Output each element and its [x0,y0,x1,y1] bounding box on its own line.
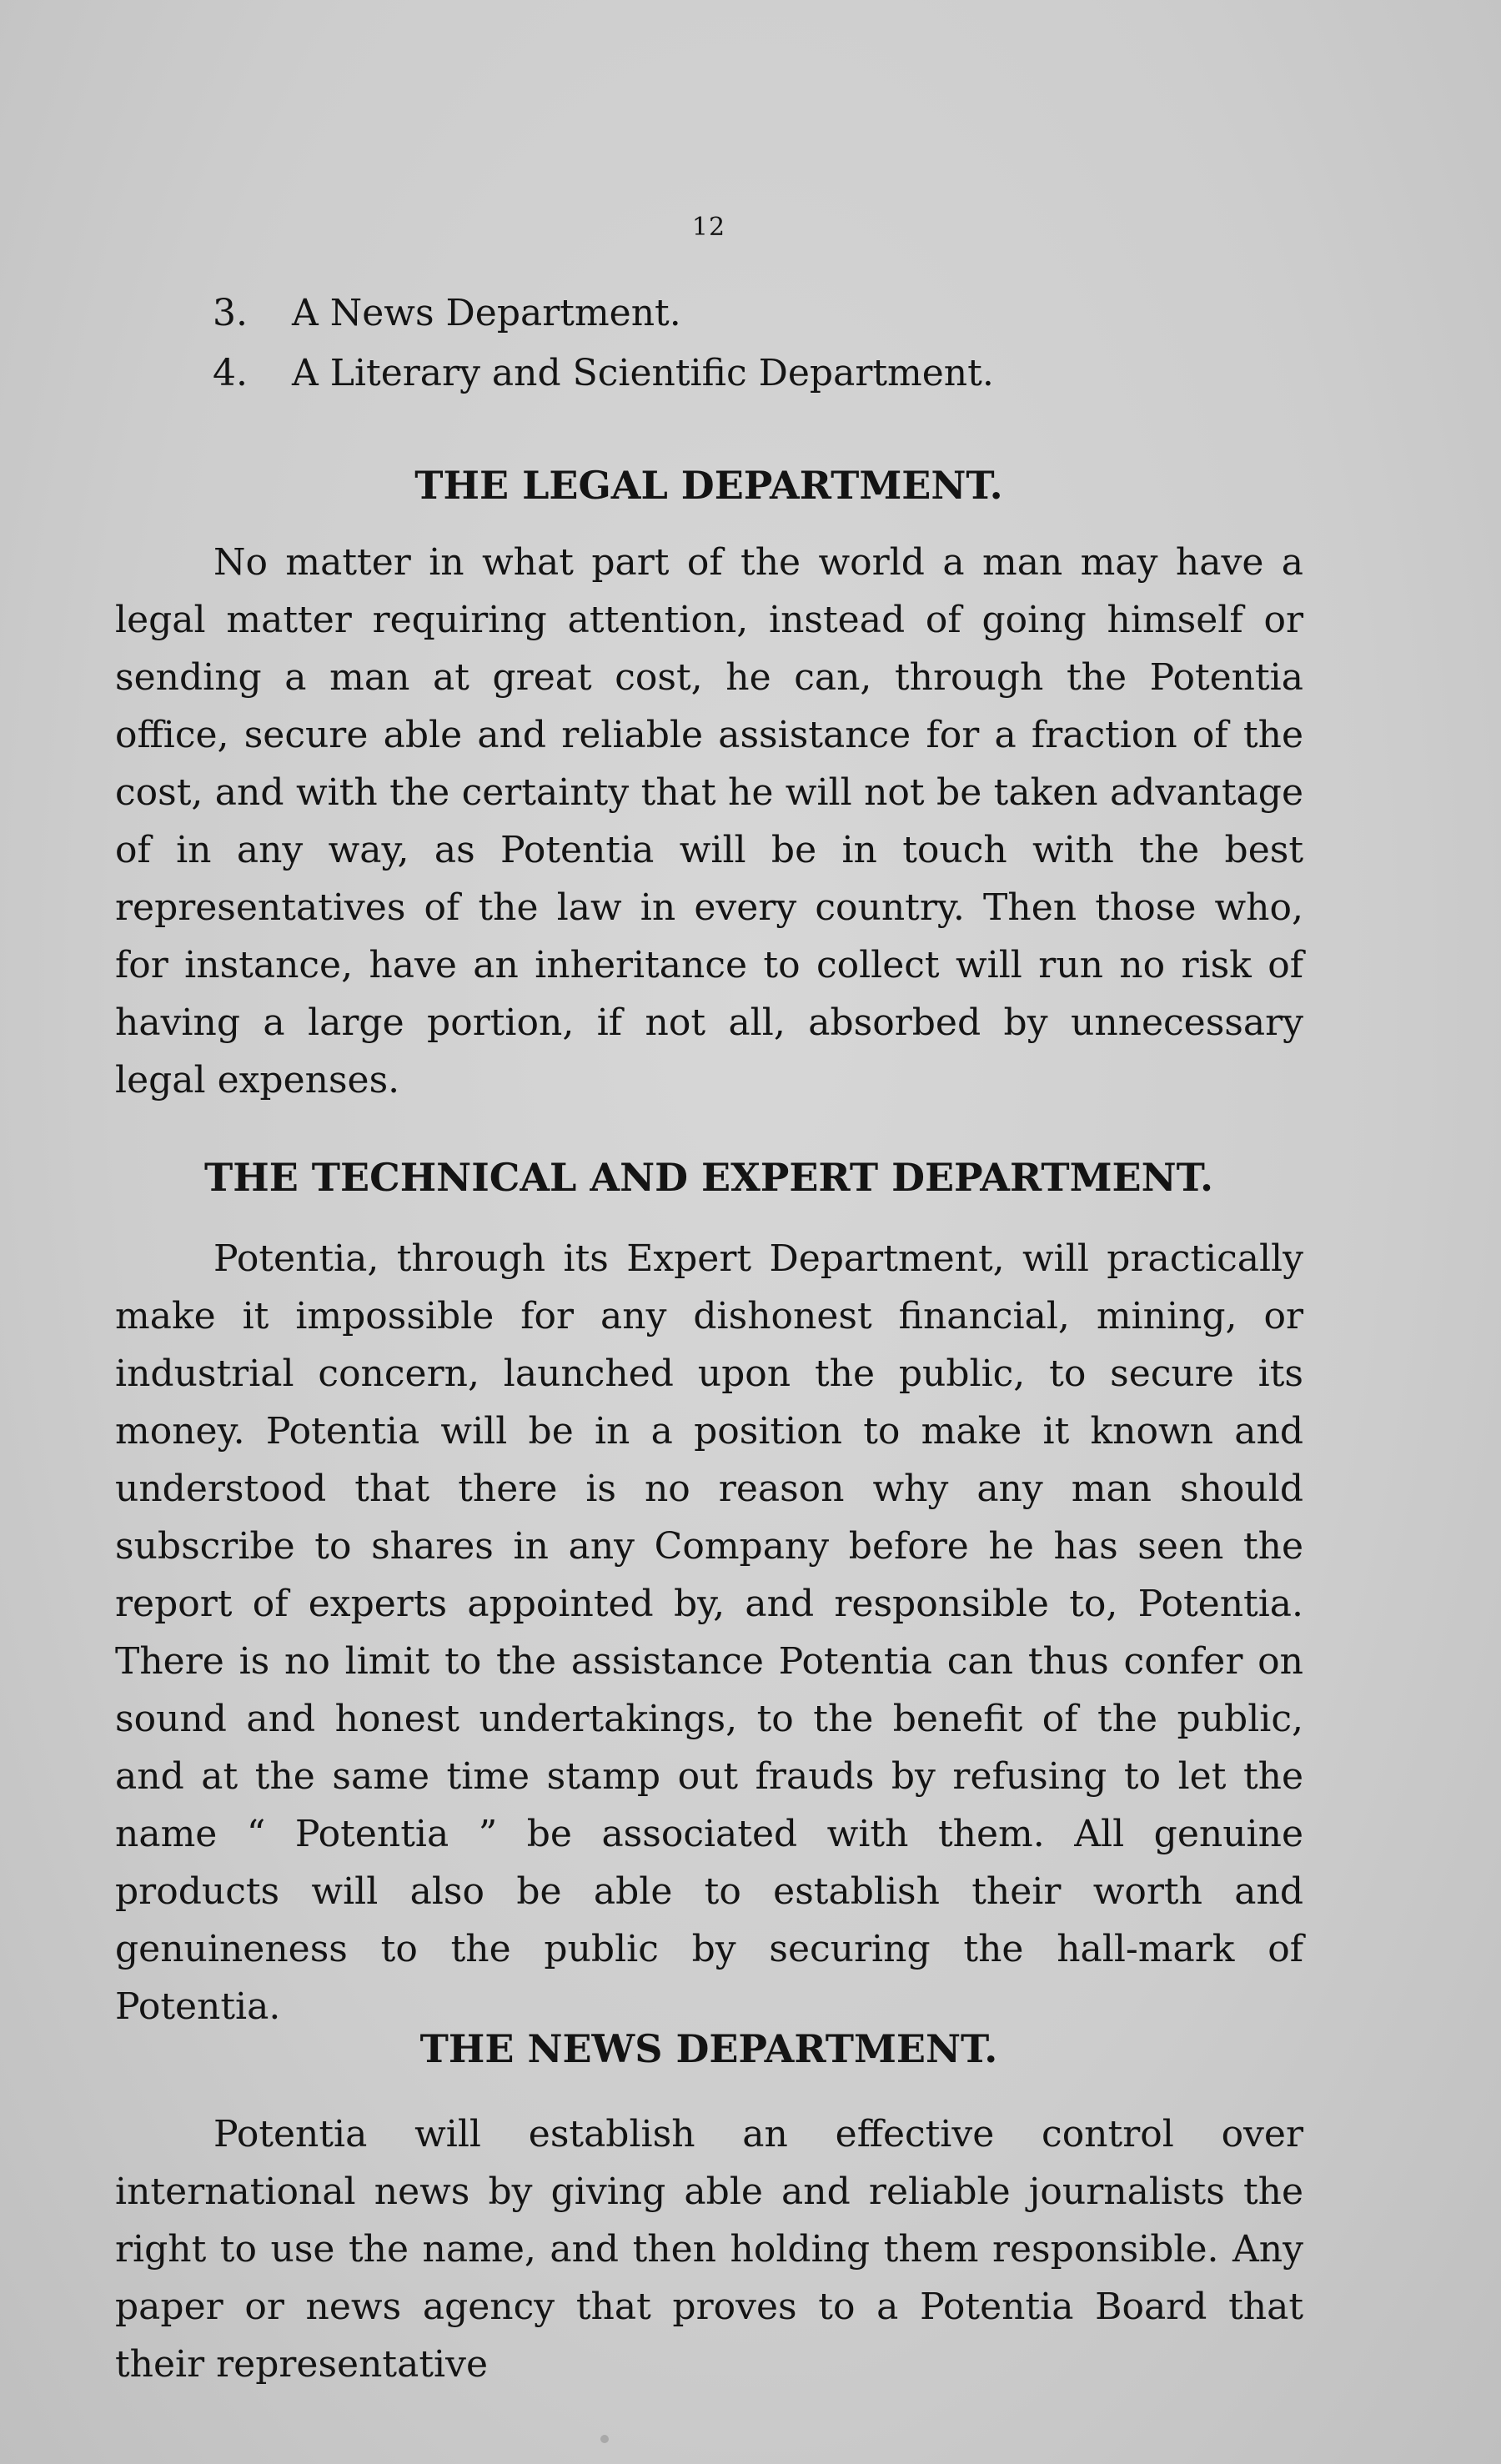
page-number: 12 [691,213,726,242]
section-body-news: Potentia will establish an effective control over international news by giving able and reliable journalists the right to use the name, and then holding them responsible. Any paper or news agency that proves to a Potentia Board that their representative [115,2113,1303,2386]
list-item-text: A News Department. [292,292,681,334]
list-item-text: A Literary and Scientific Department. [292,352,994,394]
section-body-legal: No matter in what part of the world a man may have a legal matter requiring attention, instead of going himself or sending a man at great cost, he can, through the Potentia office, secure able and reliable assistance for a fraction of the cost, and with the certainty that he will not be taken advantage of in any way, as Potentia will be in touch with the best representatives of the law in every country. Then those who, for instance, have an inheritance to collect will run no risk of having a large portion, if not all, absorbed by unnecessary legal expenses. [115,541,1303,1102]
section-heading-legal: THE LEGAL DEPARTMENT. [414,463,1003,508]
list-item [213,284,1297,344]
department-list [213,284,1297,404]
section-heading-technical: THE TECHNICAL AND EXPERT DEPARTMENT. [204,1155,1213,1200]
list-item-number: 3. [213,292,248,334]
section-heading-news: THE NEWS DEPARTMENT. [419,2026,998,2071]
list-item [213,344,1297,404]
list-item-number: 4. [213,352,248,394]
paper-speck [600,2435,609,2443]
section-body-technical: Potentia, through its Expert Department, will practically make it impossible for any dishonest financial, mining, or industrial concern, launched upon the public, to secure its money. Potentia will be in a position to make it known and understood that there is no reason why any man should subscribe to shares in any Company before he has seen the report of experts appointed by, and responsible to, Potentia. There is no limit to the assistance Potentia can thus confer on sound and honest undertakings, to the benefit of the public, and at the same time stamp out frauds by refusing to let the name “ Potentia ” be associated with them. All genuine products will also be able to establish their worth and genuineness to the public by securing the hall-mark of Potentia. [115,1237,1303,2028]
